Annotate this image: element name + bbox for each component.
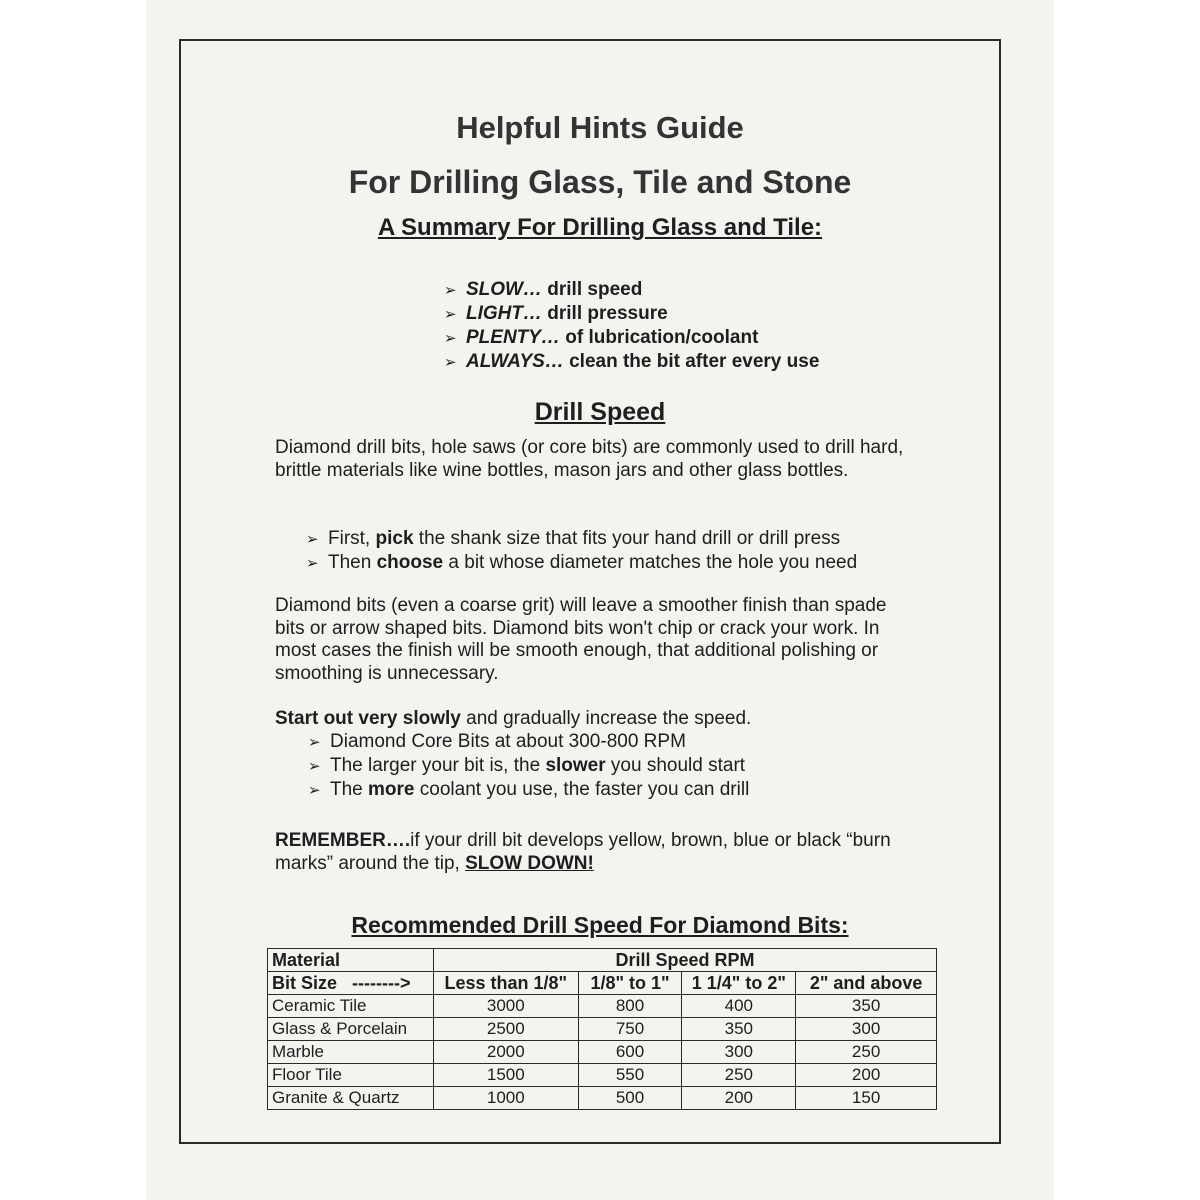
rpm-cell: 2000 xyxy=(433,1041,578,1064)
list-item-text: First, xyxy=(328,528,376,549)
rpm-cell: 300 xyxy=(682,1041,796,1064)
list-item-text: a bit whose diameter matches the hole you need xyxy=(443,552,858,573)
summary-item-text: of lubrication/coolant xyxy=(559,327,759,348)
list-item-bold: pick xyxy=(375,528,414,549)
start-slowly-line xyxy=(275,708,915,731)
material-cell: Marble xyxy=(268,1041,434,1064)
rpm-cell: 300 xyxy=(796,1018,937,1041)
start-slowly-text: and gradually increase the speed. xyxy=(460,708,752,729)
summary-item xyxy=(444,302,819,326)
rpm-cell: 550 xyxy=(578,1064,682,1087)
bit-size-cell: Less than 1/8" xyxy=(433,972,578,995)
rpm-cell: 400 xyxy=(682,995,796,1018)
rpm-cell: 350 xyxy=(796,995,937,1018)
arrow-bullet-icon: ➢ xyxy=(306,555,319,572)
list-item xyxy=(308,730,749,754)
summary-item-text: clean the bit after every use xyxy=(563,351,820,372)
summary-list xyxy=(444,278,819,374)
title-line-1: Helpful Hints Guide xyxy=(456,110,744,145)
material-header: Material xyxy=(268,949,434,972)
list-item-bold: slower xyxy=(545,755,606,776)
table-row xyxy=(268,1018,937,1041)
arrow-bullet-icon: ➢ xyxy=(444,306,457,323)
rpm-cell: 250 xyxy=(682,1064,796,1087)
table-row xyxy=(268,1064,937,1087)
slow-down-warning: SLOW DOWN! xyxy=(465,852,594,874)
list-item-text: Diamond Core Bits at about 300-800 RPM xyxy=(330,731,686,752)
title-line-2: For Drilling Glass, Tile and Stone xyxy=(348,164,852,200)
summary-item-emphasis: ALWAYS… xyxy=(466,351,564,372)
list-item-bold: more xyxy=(368,779,415,800)
rpm-cell: 3000 xyxy=(433,995,578,1018)
rpm-cell: 350 xyxy=(682,1018,796,1041)
material-cell: Floor Tile xyxy=(268,1064,434,1087)
arrow-bullet-icon: ➢ xyxy=(444,354,457,371)
arrow-bullet-icon: ➢ xyxy=(308,782,321,799)
arrow-bullet-icon: ➢ xyxy=(444,330,457,347)
summary-item-text: drill speed xyxy=(542,279,643,300)
arrow-bullet-icon: ➢ xyxy=(308,758,321,775)
list-item-text: Then xyxy=(328,552,377,573)
finish-paragraph: Diamond bits (even a coarse grit) will leave a smoother finish than spade bits or arrow shaped bits. Diamond bits won't chip or crack your work. In most cases the finish will be smooth enough, that additional polishing or smoothing is unnecessary. xyxy=(275,595,887,684)
table-row xyxy=(268,1041,937,1064)
material-cell: Ceramic Tile xyxy=(268,995,434,1018)
list-item xyxy=(306,527,857,551)
rpm-cell: 800 xyxy=(578,995,682,1018)
rpm-cell: 750 xyxy=(578,1018,682,1041)
bit-size-cell: 1/8" to 1" xyxy=(578,972,682,995)
table-heading: Recommended Drill Speed For Diamond Bits: xyxy=(351,912,849,938)
summary-item xyxy=(444,350,819,374)
list-item-bold: choose xyxy=(376,552,444,573)
remember-bold: REMEMBER…. xyxy=(275,830,411,851)
rpm-cell: 200 xyxy=(682,1087,796,1110)
material-cell: Glass & Porcelain xyxy=(268,1018,434,1041)
rpm-cell: 150 xyxy=(796,1087,937,1110)
summary-item-emphasis: LIGHT… xyxy=(466,303,542,324)
list-item-text: coolant you use, the faster you can drill xyxy=(414,779,750,800)
speed-tips-list xyxy=(308,730,749,802)
rpm-cell: 600 xyxy=(578,1041,682,1064)
summary-item-emphasis: PLENTY… xyxy=(466,327,560,348)
bit-size-row xyxy=(268,972,937,995)
table-header-row xyxy=(268,949,937,972)
remember-text: if your drill bit develops yellow, brown, blue or black “burn marks” around the tip, xyxy=(275,830,891,874)
drill-speed-header: Drill Speed RPM xyxy=(433,949,936,972)
list-item-text: the shank size that fits your hand drill or drill press xyxy=(413,528,841,549)
list-item xyxy=(306,551,857,575)
summary-heading: A Summary For Drilling Glass and Tile: xyxy=(377,214,823,241)
rpm-cell: 250 xyxy=(796,1041,937,1064)
summary-item-text: drill pressure xyxy=(542,303,668,324)
rpm-cell: 1500 xyxy=(433,1064,578,1087)
summary-item-emphasis: SLOW… xyxy=(466,279,542,300)
arrow-bullet-icon: ➢ xyxy=(306,531,319,548)
drill-speed-intro: Diamond drill bits, hole saws (or core bits) are commonly used to drill hard, brittle materials like wine bottles, mason jars and other glass bottles. xyxy=(275,437,904,481)
summary-item xyxy=(444,278,819,302)
drill-speed-table xyxy=(267,948,937,1110)
list-item xyxy=(308,778,749,802)
list-item-text: you should start xyxy=(605,755,746,776)
arrow-bullet-icon: ➢ xyxy=(444,282,457,299)
drill-speed-heading: Drill Speed xyxy=(534,398,666,426)
rpm-cell: 200 xyxy=(796,1064,937,1087)
list-item-text: The larger your bit is, the xyxy=(330,755,546,776)
start-slowly-bold: Start out very slowly xyxy=(275,708,461,729)
bit-size-label: Bit Size --------> xyxy=(268,972,434,995)
table-row xyxy=(268,995,937,1018)
rpm-cell: 2500 xyxy=(433,1018,578,1041)
summary-item xyxy=(444,326,819,350)
bit-selection-list xyxy=(306,527,857,575)
bit-size-cell: 1 1/4" to 2" xyxy=(682,972,796,995)
material-cell: Granite & Quartz xyxy=(268,1087,434,1110)
rpm-cell: 500 xyxy=(578,1087,682,1110)
bit-size-cell: 2" and above xyxy=(796,972,937,995)
arrow-bullet-icon: ➢ xyxy=(308,734,321,751)
list-item xyxy=(308,754,749,778)
remember-paragraph xyxy=(275,830,915,875)
rpm-cell: 1000 xyxy=(433,1087,578,1110)
table-row xyxy=(268,1087,937,1110)
list-item-text: The xyxy=(330,779,369,800)
